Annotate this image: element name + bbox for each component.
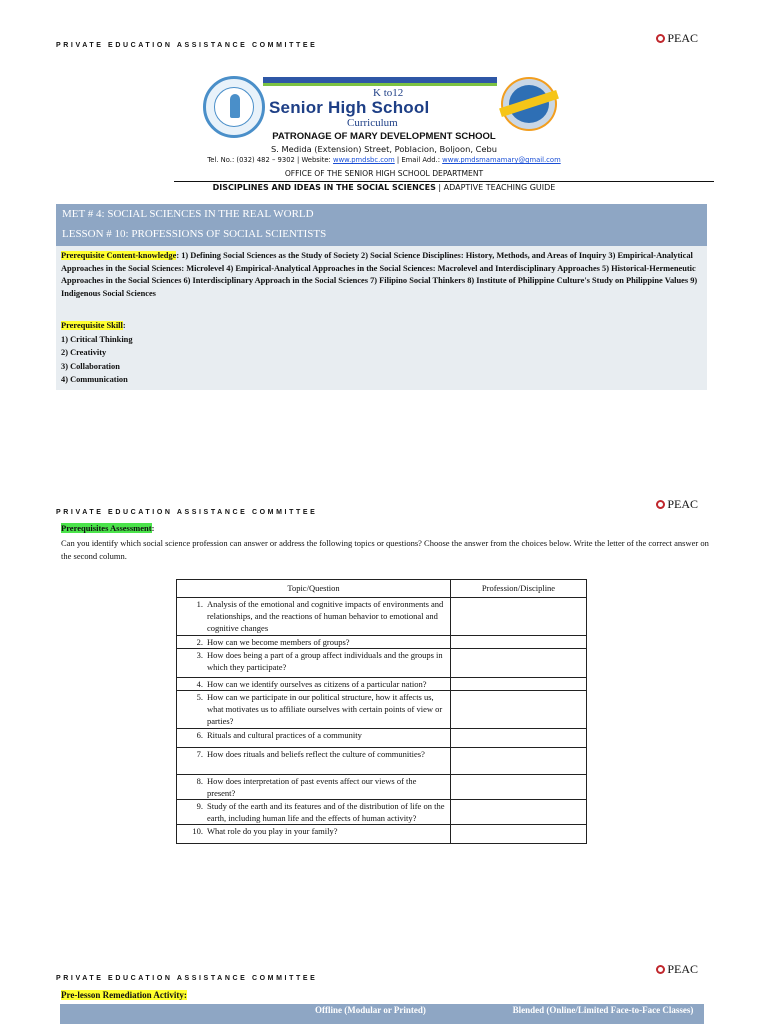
table-row: [177, 825, 587, 844]
met-header: [56, 204, 707, 246]
answer-cell[interactable]: [451, 598, 587, 636]
committee-line: PRIVATE EDUCATION ASSISTANCE COMMITTEE: [56, 975, 318, 982]
school-address: S. Medida (Extension) Street, Poblacion, Boljoon, Cebu: [270, 144, 498, 154]
email-link[interactable]: www.pmdsmamamary@gmail.com: [442, 156, 561, 164]
answer-cell[interactable]: [451, 774, 587, 799]
list-item: 4) Communication: [61, 375, 128, 385]
contact-line: [0, 156, 768, 164]
table-row: [177, 774, 587, 799]
row-question: Study of the earth and its features and of the distribution of life on the earth, including human life and the effects of human activity?: [207, 801, 445, 824]
answer-cell[interactable]: [451, 728, 587, 747]
row-question: How can we become members of groups?: [207, 636, 350, 647]
remediation-heading: [61, 990, 187, 1000]
moving-forward-badge-icon: [501, 77, 557, 131]
row-number: 6.: [196, 729, 203, 740]
banner-k12: K to12: [373, 87, 404, 99]
peac-logo: [656, 962, 698, 977]
prerequisites-panel: [56, 246, 707, 390]
table-row: [177, 747, 587, 774]
row-number: 9.: [196, 801, 203, 812]
row-question: Rituals and cultural practices of a community: [207, 729, 362, 740]
table-row: [177, 800, 587, 825]
list-item: 3) Collaboration: [61, 361, 120, 371]
prereq-skill-colon: :: [122, 321, 126, 330]
column-header-profession: Profession/Discipline: [451, 580, 587, 598]
met-title: MET # 4: SOCIAL SCIENCES IN THE REAL WORLD: [62, 208, 314, 220]
row-question: How can we participate in our political structure, how it affects us, what motivates us to affiliate ourselves with certain points of view or parties?: [207, 692, 443, 727]
row-number: 1.: [196, 599, 203, 609]
skills-list: [61, 334, 133, 388]
list-item: 2) Creativity: [61, 348, 107, 358]
subject-title: DISCIPLINES AND IDEAS IN THE SOCIAL SCIENCES: [212, 183, 436, 192]
assessment-table: [176, 579, 587, 844]
peac-logo-text: PEAC: [667, 962, 698, 976]
guide-type: ADAPTIVE TEACHING GUIDE: [443, 183, 556, 192]
peac-emblem-icon: [656, 34, 665, 43]
website-link[interactable]: www.pmdsbc.com: [333, 156, 395, 164]
row-question: Analysis of the emotional and cognitive impacts of environments and relationships, and the reactions of human behavior to emotional and cognitive changes: [207, 599, 444, 634]
table-row: [177, 648, 587, 677]
assessment-label: Prerequisites Assessment: [61, 523, 152, 533]
tel-text: Tel. No.: (032) 482 – 9302 | Website:: [207, 156, 334, 164]
column-header-offline: Offline (Modular or Printed): [315, 1005, 426, 1015]
peac-logo-text: PEAC: [667, 31, 698, 45]
lesson-title: LESSON # 10: PROFESSIONS OF SOCIAL SCIENTISTS: [62, 228, 327, 240]
remediation-table-header: [60, 1004, 704, 1024]
subject-line: [0, 183, 768, 192]
assessment-heading: [61, 523, 154, 533]
email-prefix: | Email Add.:: [394, 156, 443, 164]
prereq-content-text: : 1) Defining Social Sciences as the Study of Society 2) Social Science Disciplines: History, Methods, and Areas of Inquiry 3) Empirical-Analytical Approaches in the Social Sciences: Microlevel 4) Empirical-Analytical Approaches in the Social Sciences: Macrolevel and Interdisciplinary Approaches 5) Historical-Hermeneutic Approaches in the Social Sciences 6) Interdisciplinary Approach in the Social Sciences 7) Filipino Social Thinkers 8) Institute of Philippine Culture's Study on Philippine Values 9) Indigenous Social Sciences: [61, 251, 698, 298]
row-question: What role do you play in your family?: [207, 826, 338, 837]
assessment-colon: :: [151, 523, 155, 533]
answer-cell[interactable]: [451, 677, 587, 690]
row-number: 10.: [192, 826, 203, 837]
row-number: 4.: [196, 678, 203, 689]
answer-cell[interactable]: [451, 635, 587, 648]
row-question: How does being a part of a group affect individuals and the groups in which they participate?: [207, 649, 443, 673]
peac-emblem-icon: [656, 965, 665, 974]
row-number: 3.: [196, 649, 203, 660]
answer-cell[interactable]: [451, 691, 587, 729]
row-question: How can we identify ourselves as citizens of a particular nation?: [207, 678, 427, 689]
row-number: 2.: [196, 636, 203, 647]
prereq-skill-label: Prerequisite Skill: [61, 321, 123, 330]
row-question: How does interpretation of past events affect our views of the present?: [207, 775, 417, 798]
peac-emblem-icon: [656, 500, 665, 509]
row-number: 8.: [196, 775, 203, 786]
peac-logo: [656, 31, 698, 46]
row-number: 5.: [196, 692, 203, 703]
office-name: OFFICE OF THE SENIOR HIGH SCHOOL DEPARTMENT: [284, 169, 484, 178]
subject-separator: |: [435, 183, 444, 192]
prereq-content-label: Prerequisite Content-knowledge: [61, 251, 177, 260]
column-header-topic: Topic/Question: [177, 580, 451, 598]
header-divider: [174, 181, 714, 182]
row-number: 7.: [196, 748, 203, 759]
table-row: [177, 691, 587, 729]
committee-line: PRIVATE EDUCATION ASSISTANCE COMMITTEE: [56, 42, 318, 49]
answer-cell[interactable]: [451, 648, 587, 677]
table-row: [177, 598, 587, 636]
prerequisite-content: [61, 250, 701, 300]
peac-logo-text: PEAC: [667, 497, 698, 511]
list-item: 1) Critical Thinking: [61, 335, 133, 344]
k12-banner: [263, 77, 497, 129]
table-row: [177, 635, 587, 648]
school-seal-icon: [203, 76, 265, 138]
school-name: PATRONAGE OF MARY DEVELOPMENT SCHOOL: [272, 131, 496, 142]
answer-cell[interactable]: [451, 825, 587, 844]
table-row: [177, 677, 587, 690]
peac-logo: [656, 497, 698, 512]
banner-title: Senior High School: [269, 98, 430, 117]
row-question: How does rituals and beliefs reflect the culture of communities?: [207, 748, 425, 759]
answer-cell[interactable]: [451, 800, 587, 825]
assessment-instructions: Can you identify which social science profession can answer or address the following topics or questions? Choose the answer from the choices below. Write the letter of the correct answer on the second column.: [61, 538, 709, 561]
committee-line: PRIVATE EDUCATION ASSISTANCE COMMITTEE: [56, 509, 318, 516]
banner-curriculum: Curriculum: [347, 117, 398, 129]
table-row: [177, 728, 587, 747]
prereq-skill-heading: [61, 320, 126, 333]
remediation-label: Pre-lesson Remediation Activity:: [61, 990, 187, 1000]
answer-cell[interactable]: [451, 747, 587, 774]
column-header-blended: Blended (Online/Limited Face-to-Face Classes): [512, 1005, 694, 1015]
